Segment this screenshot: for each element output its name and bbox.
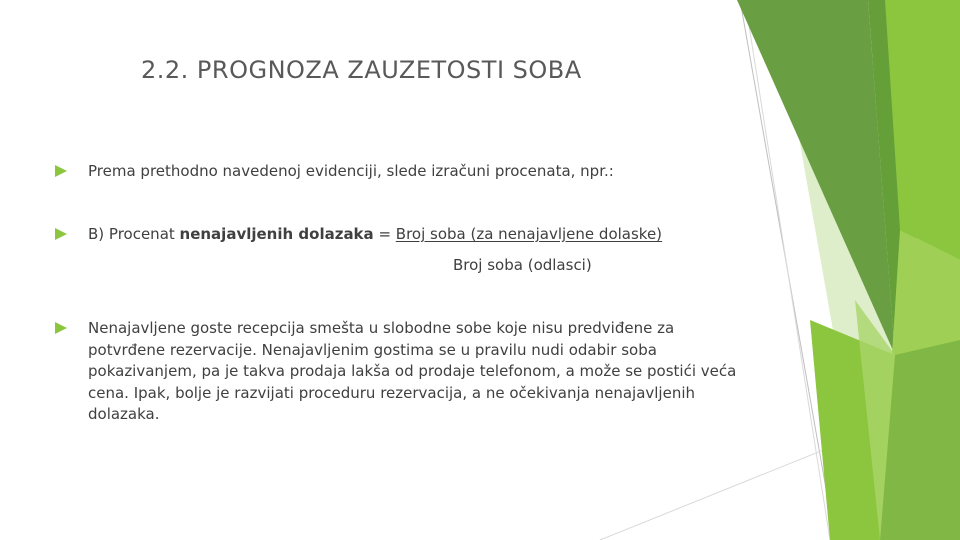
triangle-bullet-icon — [55, 228, 67, 240]
page-title: 2.2. PROGNOZA ZAUZETOSTI SOBA — [141, 56, 582, 84]
triangle-bullet-icon — [55, 322, 67, 334]
triangle-bullet-icon — [55, 165, 67, 177]
formula-equals: = — [373, 225, 396, 243]
formula-line — [88, 224, 662, 244]
formula-bold-term: nenajavljenih dolazaka — [179, 225, 374, 243]
formula-prefix: B) Procenat — [88, 225, 180, 243]
bullet-text-1: Prema prethodno navedenoj evidenciji, slede izračuni procenata, npr.: — [88, 162, 614, 180]
formula-denominator: Broj soba (odlasci) — [453, 256, 592, 274]
bullet-text-3: Nenajavljene goste recepcija smešta u slobodne sobe koje nisu predviđene za potvrđene rezervacije. Nenajavljenim gostima se u pravilu nudi odabir soba pokazivanjem, pa je takva prodaja lakša od prodaje telefonom, a može se postići veća cena. Ipak, bolje je razvijati proceduru rezervacija, a ne očekivanja nenajavljenih dolazaka. — [88, 319, 737, 423]
formula-numerator: Broj soba (za nenajavljene dolaske) — [395, 225, 663, 243]
